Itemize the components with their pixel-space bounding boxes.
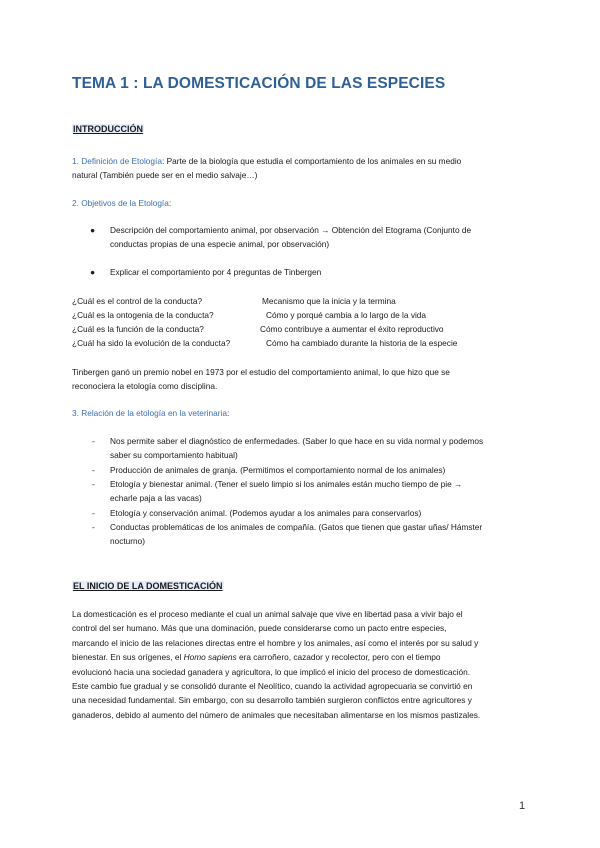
tinbergen-question-row: [72, 294, 532, 308]
list-item: [92, 506, 532, 520]
dash-line: nocturno): [110, 536, 146, 547]
dash-line: Producción de animales de granja. (Permitimos el comportamiento normal de los animales): [110, 465, 446, 475]
answer-text: Cómo contribuye a aumentar el éxito reproductivo: [260, 324, 444, 334]
answer-text: Cómo ha cambiado durante la historia de la especie: [266, 338, 458, 348]
paragraph-line: evolucionó hacia una sociedad ganadera y agricultora, lo que implicó el inicio del proceso de domesticación.: [72, 666, 471, 677]
definition-text: : Parte de la biología que estudia el comportamiento de los animales en su medio: [161, 156, 462, 166]
definition-text-2: natural (También puede ser en el medio salvaje…): [72, 170, 258, 181]
page-number: 1: [519, 800, 526, 812]
relation-colon: :: [226, 408, 230, 418]
dash-line: saber su comportamiento habitual): [110, 450, 238, 461]
question-text: ¿Cuál es la función de la conducta?: [72, 324, 204, 334]
dash-marker: -: [92, 465, 95, 475]
objectives-heading: [72, 196, 530, 210]
definition-paragraph: [72, 154, 530, 183]
paragraph-line: marcando el inicio de las relaciones directas entre el hombre y los animales, así como el interés por su salud y: [72, 637, 479, 648]
bullet-line: Explicar el comportamiento por 4 preguntas de Tinbergen: [110, 267, 322, 277]
list-item: [90, 223, 530, 252]
section-heading-domesticacion: EL INICIO DE LA DOMESTICACIÓN: [73, 581, 223, 591]
tinbergen-paragraph: [72, 365, 530, 394]
paragraph-line: ganaderos, debido al aumento del número de animales que necesitaban alimentarse en los mismos pastizales.: [72, 709, 481, 720]
dash-marker: -: [92, 522, 95, 532]
dash-line: Nos permite saber el diagnóstico de enfermedades. (Saber lo que hace en su vida normal y podemos: [110, 436, 484, 446]
tinbergen-question-row: [72, 322, 532, 336]
paragraph-line: Tinbergen ganó un premio nobel en 1973 por el estudio del comportamiento animal, lo que hizo que se: [72, 367, 450, 377]
definition-label: 1. Definición de Etología: [72, 156, 162, 166]
list-item: [92, 520, 532, 549]
objectives-label: 2. Objetivos de la Etología: [72, 198, 169, 208]
paragraph-line: Este cambio fue gradual y se consolidó durante el Neolítico, cuando la actividad agropecuaria se convirtió en: [72, 681, 473, 692]
list-item: [90, 265, 530, 279]
list-item: [92, 434, 532, 463]
list-item: [92, 463, 532, 477]
answer-text: Mecanismo que la inicia y la termina: [262, 296, 396, 306]
species-name: Homo sapiens: [183, 652, 237, 663]
list-item: [92, 477, 532, 506]
bullet-marker: ●: [90, 267, 96, 277]
section-heading-introduccion: INTRODUCCIÓN: [73, 124, 143, 134]
question-text: ¿Cuál es la ontogenia de la conducta?: [72, 310, 214, 320]
question-text: ¿Cuál ha sido la evolución de la conducta?: [72, 338, 231, 348]
dash-line: Etología y bienestar animal. (Tener el suelo limpio si los animales están mucho tiempo de pie →: [110, 479, 463, 489]
paragraph-line: reconociera la etología como disciplina.: [72, 381, 218, 392]
bullet-marker: ●: [90, 225, 96, 235]
relation-label: 3. Relación de la etología en la veterinaria: [72, 408, 227, 418]
tinbergen-question-row: [72, 308, 532, 322]
page-title: TEMA 1 : LA DOMESTICACIÓN DE LAS ESPECIES: [72, 75, 446, 92]
objectives-colon: :: [168, 198, 172, 208]
dash-line: Etología y conservación animal. (Podemos ayudar a los animales para conservarlos): [110, 508, 422, 518]
paragraph-line: una necesidad fundamental. Sin embargo, con su desarrollo también surgieron conflictos entre agricultores y: [72, 695, 472, 706]
paragraph-line: La domesticación es el proceso mediante el cual un animal salvaje que vive en libertad pasa a vivir bajo el: [72, 609, 463, 619]
dash-marker: -: [92, 508, 95, 518]
domestication-paragraph: [72, 607, 530, 722]
paragraph-line: bienestar. En sus orígenes, el: [72, 652, 184, 663]
relation-heading: [72, 406, 530, 420]
bullet-line: Descripción del comportamiento animal, por observación → Obtención del Etograma (Conjunto de: [110, 225, 472, 235]
paragraph-line: control del ser humano. Más que una dominación, puede considerarse como un pacto entre especies,: [72, 623, 447, 634]
dash-marker: -: [92, 436, 95, 446]
dash-line: Conductas problemáticas de los animales de compañía. (Gatos que tienen que gastar uñas/ Hámster: [110, 522, 483, 532]
paragraph-line: era carroñero, cazador y recolector, pero con el tiempo: [236, 652, 441, 663]
answer-text: Cómo y porqué cambia a lo largo de la vida: [266, 310, 427, 320]
bullet-line: conductas propias de una especie animal, por observación): [110, 239, 330, 250]
question-text: ¿Cuál es el control de la conducta?: [72, 296, 203, 306]
dash-marker: -: [92, 479, 95, 489]
dash-line: echarle paja a las vacas): [110, 493, 202, 504]
tinbergen-question-row: [72, 336, 532, 350]
